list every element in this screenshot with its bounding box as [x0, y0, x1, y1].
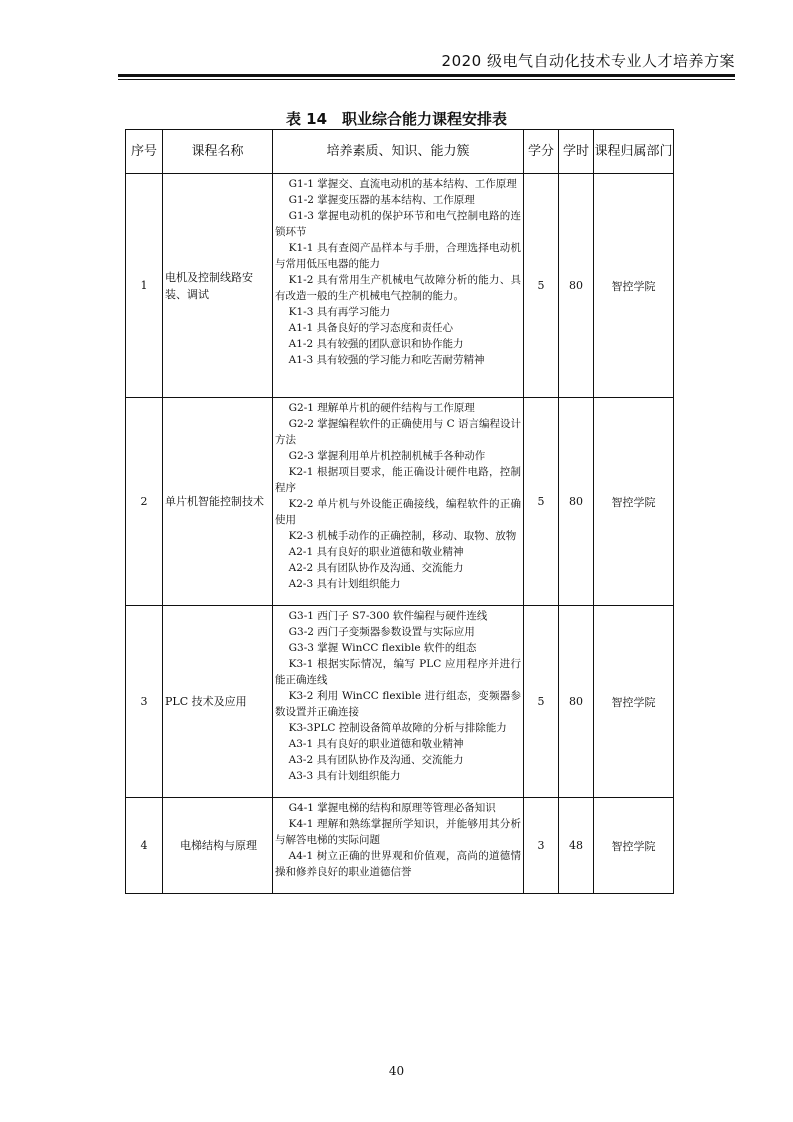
col-header-competencies: 培养素质、知识、能力簇 — [273, 130, 524, 174]
competency-item: A2-2 具有团队协作及沟通、交流能力 — [288, 562, 464, 574]
course-schedule-table — [125, 129, 674, 894]
competency-item: G4-1 掌握电梯的结构和原理等管理必备知识 — [288, 802, 496, 814]
competency-item: G2-1 理解单片机的硬件结构与工作原理 — [288, 402, 475, 414]
competency-item: G3-3 掌握 WinCC flexible 软件的组态 — [288, 642, 477, 654]
competency-item: K3-2 利用 WinCC flexible 进行组态，变频器参数设置并正确连接 — [275, 690, 521, 718]
competency-item: K3-1 根据实际情况，编写 PLC 应用程序并进行能正确连线 — [275, 658, 521, 686]
col-header-num: 序号 — [126, 130, 163, 174]
competency-item: A2-3 具有计划组织能力 — [288, 578, 401, 590]
col-header-name: 课程名称 — [163, 130, 273, 174]
cell-num: 3 — [126, 606, 163, 798]
table-row — [126, 398, 674, 606]
competency-item: K1-2 具有常用生产机械电气故障分析的能力、具有改造一般的生产机械电气控制的能力。 — [275, 274, 521, 302]
cell-competencies — [273, 398, 524, 606]
col-header-credits: 学分 — [524, 130, 559, 174]
header-rule-thick — [118, 74, 735, 77]
document-header-title: 2020 级电气自动化技术专业人才培养方案 — [441, 52, 735, 70]
cell-hours: 80 — [559, 174, 594, 398]
cell-num: 1 — [126, 174, 163, 398]
cell-competencies — [273, 606, 524, 798]
table-row — [126, 174, 674, 398]
table-row — [126, 606, 674, 798]
table-header-row — [126, 130, 674, 174]
competency-item: K2-2 单片机与外设能正确接线，编程软件的正确使用 — [275, 498, 521, 526]
competency-item: A1-2 具有较强的团队意识和协作能力 — [288, 338, 464, 350]
cell-num: 4 — [126, 798, 163, 894]
cell-hours: 80 — [559, 606, 594, 798]
competency-item: G3-2 西门子变频器参数设置与实际应用 — [288, 626, 475, 638]
cell-credits: 5 — [524, 398, 559, 606]
competency-item: A4-1 树立正确的世界观和价值观，高尚的道德情操和修养良好的职业道德信誉 — [275, 850, 521, 878]
cell-competencies — [273, 174, 524, 398]
header-rule-thin — [118, 79, 735, 80]
competency-item: K4-1 理解和熟练掌握所学知识，并能够用其分析与解答电梯的实际问题 — [275, 818, 521, 846]
cell-num: 2 — [126, 398, 163, 606]
competency-item: G3-1 西门子 S7-300 软件编程与硬件连线 — [288, 610, 488, 622]
competency-item: K1-3 具有再学习能力 — [288, 306, 391, 318]
table-title: 表 14 职业综合能力课程安排表 — [285, 110, 508, 128]
cell-credits: 3 — [524, 798, 559, 894]
cell-hours: 48 — [559, 798, 594, 894]
competency-item: A3-3 具有计划组织能力 — [288, 770, 401, 782]
competency-item: A2-1 具有良好的职业道德和敬业精神 — [288, 546, 464, 558]
competency-item: A3-1 具有良好的职业道德和敬业精神 — [288, 738, 464, 750]
cell-dept: 智控学院 — [594, 174, 674, 398]
cell-dept: 智控学院 — [594, 398, 674, 606]
competency-item: A3-2 具有团队协作及沟通、交流能力 — [288, 754, 464, 766]
col-header-hours: 学时 — [559, 130, 594, 174]
competency-item: G1-2 掌握变压器的基本结构、工作原理 — [288, 194, 475, 206]
table-row — [126, 798, 674, 894]
cell-dept: 智控学院 — [594, 606, 674, 798]
cell-credits: 5 — [524, 174, 559, 398]
cell-course-name: PLC 技术及应用 — [163, 606, 273, 798]
competency-item: G2-2 掌握编程软件的正确使用与 C 语言编程设计方法 — [275, 418, 521, 446]
cell-course-name: 单片机智能控制技术 — [163, 398, 273, 606]
page-number: 40 — [388, 1064, 405, 1078]
competency-item: A1-1 具备良好的学习态度和责任心 — [288, 322, 453, 334]
cell-credits: 5 — [524, 606, 559, 798]
cell-competencies — [273, 798, 524, 894]
col-header-dept: 课程归属部门 — [594, 130, 674, 174]
cell-hours: 80 — [559, 398, 594, 606]
competency-item: G2-3 掌握利用单片机控制机械手各种动作 — [288, 450, 486, 462]
competency-item: K1-1 具有查阅产品样本与手册，合理选择电动机与常用低压电器的能力 — [275, 242, 521, 270]
competency-item: K2-1 根据项目要求，能正确设计硬件电路，控制程序 — [275, 466, 521, 494]
cell-course-name: 电梯结构与原理 — [163, 798, 273, 894]
competency-item: A1-3 具有较强的学习能力和吃苦耐劳精神 — [288, 354, 485, 366]
cell-dept: 智控学院 — [594, 798, 674, 894]
competency-item: G1-1 掌握交、直流电动机的基本结构、工作原理 — [288, 178, 517, 190]
competency-item: K3-3PLC 控制设备简单故障的分析与排除能力 — [288, 722, 507, 734]
cell-course-name: 电机及控制线路安装、调试 — [163, 174, 273, 398]
competency-item: G1-3 掌握电动机的保护环节和电气控制电路的连锁环节 — [275, 210, 521, 238]
competency-item: K2-3 机械手动作的正确控制，移动、取物、放物 — [288, 530, 517, 542]
